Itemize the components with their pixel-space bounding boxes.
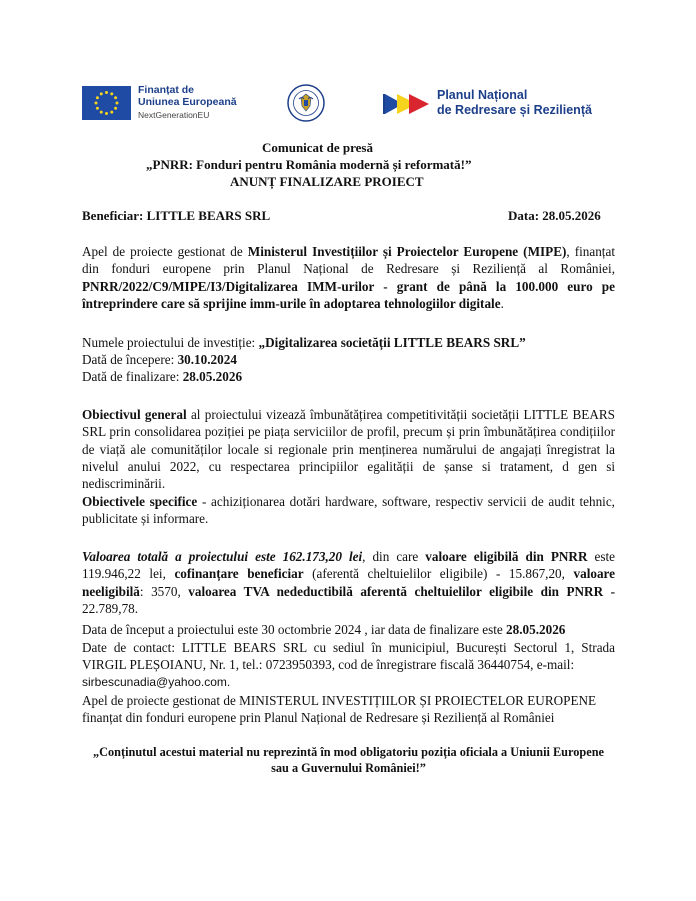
budget-ineligible-label: valoare neeligibilă [82, 566, 616, 599]
closing-line2: finanțat din fonduri europene prin Planul Național de Redresare și Reziliență al României [82, 710, 555, 725]
general-objective-label: Obiectivul general [82, 407, 187, 422]
eu-logo-line1: Finanțat de [138, 84, 195, 96]
specific-objectives-label: Obiectivele specifice [82, 494, 198, 509]
project-dates-line [82, 622, 565, 638]
pnrr-logo [383, 86, 613, 122]
intro-ministry: Ministerul Investițiilor și Proiectelor Europene (MIPE) [247, 244, 567, 259]
eu-flag-icon [82, 86, 131, 120]
budget-cofinancing-value: (aferentă cheltuielilor eligibile) - 15.867,20, [303, 566, 574, 582]
project-name-label: Numele proiectului de investiție: [82, 335, 259, 350]
eu-logo-line2: Uniunea Europeană [138, 96, 237, 108]
budget-vat-label: valoarea TVA nedeductibilă aferentă cheltuielilor eligibile din PNRR - [188, 583, 616, 599]
contact-text: Date de contact: LITTLE BEARS SRL cu sediul în municipiul, București Sectorul 1, Strada VIRGIL PLEȘOIANU, Nr. 1, tel.: 0723950393, cod de înregistrare fiscală 36440754, e-mail: [82, 640, 615, 673]
project-dates-text: Data de început a proiectului este 30 octombrie 2024 , iar data de finalizare este [82, 622, 507, 637]
project-end-label: Dată de finalizare: [82, 369, 183, 384]
project-start-line [82, 352, 237, 368]
logo-bar [0, 84, 696, 124]
project-dates-end: 28.05.2026 [506, 622, 566, 637]
pnrr-flag-icon [383, 90, 433, 118]
intro-paragraph [82, 243, 615, 312]
pnrr-logo-line1: Planul Național [437, 88, 528, 102]
project-name-line [82, 335, 526, 351]
romanian-government-seal-icon [287, 84, 325, 122]
specific-objectives-paragraph [82, 493, 615, 528]
project-start-value: 30.10.2024 [177, 352, 237, 367]
document-date: Data: 28.05.2026 [508, 208, 601, 223]
closing-line1: Apel de proiecte gestionat de MINISTERUL INVESTIȚIILOR ȘI PROIECTELOR EUROPENE [82, 693, 597, 708]
beneficiary-label: Beneficiar: LITTLE BEARS SRL [82, 208, 271, 223]
budget-cofinancing-label: cofinanțare beneficiar [174, 566, 304, 582]
disclaimer-line2: sau a Guvernului României!” [271, 761, 426, 775]
intro-text-3: . [500, 295, 504, 311]
budget-eligible-label: valoare eligibilă din PNRR [425, 549, 588, 564]
budget-vat-value: 22.789,78. [82, 600, 139, 616]
budget-text-1: , din care [362, 549, 426, 564]
heading-press-release: Comunicat de presă [262, 140, 373, 155]
project-name-value: „Digitalizarea societății LITTLE BEARS SRL” [258, 335, 526, 350]
disclaimer [82, 744, 615, 776]
intro-call-code: PNRR/2022/C9/MIPE/I3/Digitalizarea IMM-urilor - grant de până la 100.000 euro pe întreprindere care să sprijine imm-urile în adoptarea tehnologiilor digitale [82, 278, 615, 311]
contact-email: sirbescunadia@yahoo.com. [82, 675, 231, 689]
budget-eligible-value: este 119.946,22 lei, [82, 549, 615, 582]
intro-text-2: , finanțat din fonduri europene prin Planul Național de Redresare și Reziliență al României, [82, 244, 615, 277]
specific-objectives-text: - achiziționarea dotări hardware, software, respectiv servicii de audit tehnic, publicitate și informare. [82, 494, 615, 527]
project-end-line [82, 369, 242, 385]
project-start-label: Dată de începere: [82, 352, 178, 367]
heading-slogan: „PNRR: Fonduri pentru România modernă și reformată!” [146, 157, 472, 172]
eu-logo-line3: NextGenerationEU [138, 110, 210, 120]
contact-paragraph [82, 639, 615, 674]
budget-ineligible-value: : 3570, [139, 583, 189, 599]
general-objective-text: al proiectului vizează îmbunătățirea competitivității societății LITTLE BEARS SRL prin consolidarea poziției pe piața serviciilor de profil, precum și prin îmbunătățirea condițiilor de viață ale comunităților locale si regionale prin menținerea numărului de angajați înregistrat la nivelul anului 2022, cu respectarea principiilor egalității de șanse si tratament, d gen si nediscriminării. [82, 407, 615, 492]
project-end-value: 28.05.2026 [182, 369, 243, 384]
budget-paragraph [82, 548, 615, 617]
intro-text-1: Apel de proiecte gestionat de [82, 244, 248, 259]
disclaimer-line1: „Conținutul acestui material nu reprezintă în mod obligatoriu poziția oficiala a Uniunii Europene [92, 745, 605, 759]
budget-total: Valoarea totală a proiectului este 162.173,20 lei [82, 549, 363, 564]
pnrr-logo-line2: de Redresare și Reziliență [437, 103, 592, 117]
general-objective-paragraph [82, 406, 615, 492]
heading-announcement: ANUNȚ FINALIZARE PROIECT [230, 174, 424, 189]
eu-funding-logo [82, 84, 282, 124]
